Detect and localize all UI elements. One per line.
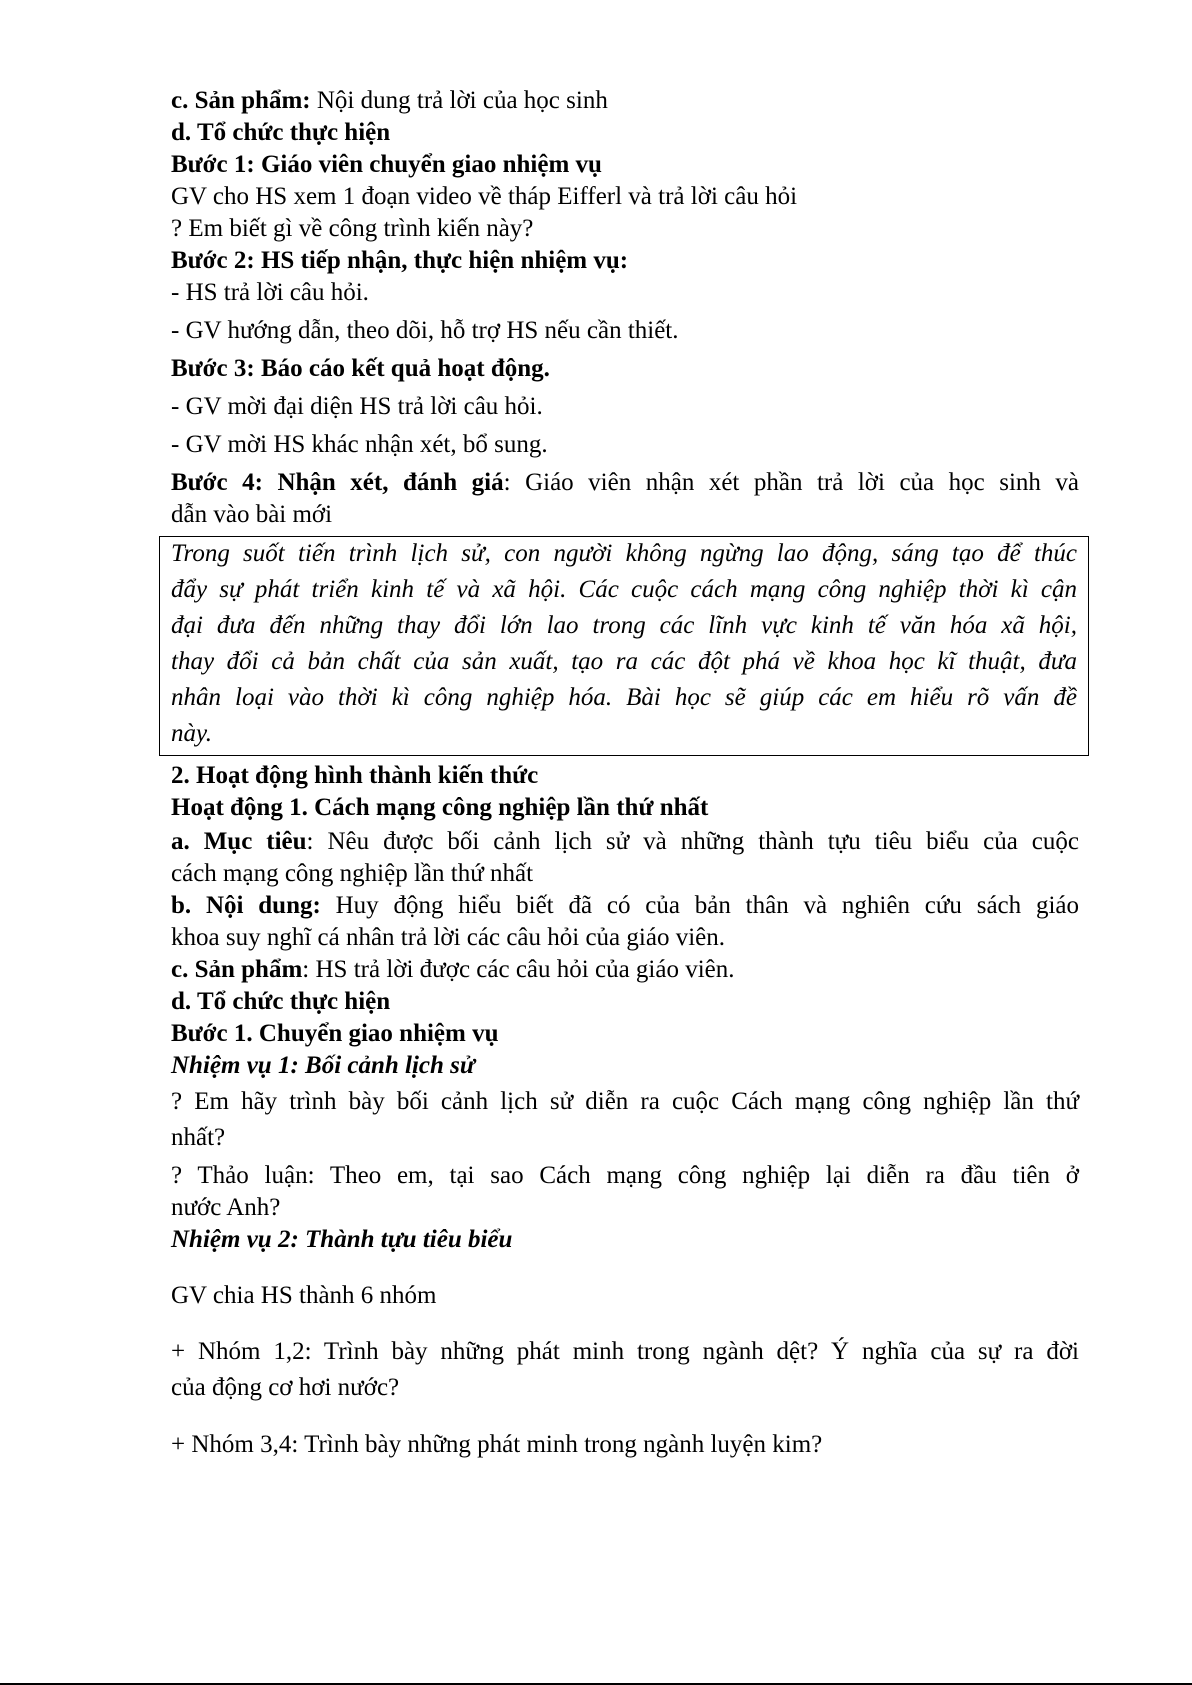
- bullet-line: - GV hướng dẫn, theo dõi, hỗ trợ HS nếu cần thiết.: [171, 317, 679, 344]
- heading-buoc-2: [171, 246, 628, 276]
- paragraph-line: cách mạng công nghiệp lần thứ nhất: [171, 860, 534, 887]
- question-line: ? Em biết gì về công trình kiến này?: [171, 215, 534, 242]
- box-line: đại đưa đến những thay đổi lớn lao trong các lĩnh vực kinh tế văn hóa xã hội,: [171, 612, 1077, 639]
- group-line: + Nhóm 3,4: Trình bày những phát minh trong ngành luyện kim?: [171, 1431, 823, 1458]
- bullet-line: - GV mời HS khác nhận xét, bổ sung.: [171, 431, 548, 458]
- san-pham-line: [171, 955, 735, 985]
- question-line: ? Thảo luận: Theo em, tại sao Cách mạng công nghiệp lại diễn ra đầu tiên ở: [171, 1162, 1079, 1189]
- task-heading: [171, 1051, 475, 1081]
- question-line: nước Anh?: [171, 1194, 281, 1221]
- activity-heading: [171, 793, 708, 823]
- heading-to-chuc: [171, 118, 390, 148]
- task-heading: [171, 1225, 512, 1255]
- heading-text: Bước 2: HS tiếp nhận, thực hiện nhiệm vụ:: [171, 247, 629, 274]
- heading-text: Nhiệm vụ 2: Thành tựu tiêu biểu: [171, 1226, 513, 1253]
- heading-text: d. Tổ chức thực hiện: [171, 119, 391, 146]
- box-line: thay đổi cả bản chất của sản xuất, tạo ra các đột phá về khoa học kĩ thuật, đưa: [171, 648, 1077, 675]
- label: c. Sản phẩm:: [171, 87, 311, 114]
- heading-text: 2. Hoạt động hình thành kiến thức: [171, 762, 539, 789]
- heading-text: Hoạt động 1. Cách mạng công nghiệp lần thứ nhất: [171, 794, 709, 821]
- box-line: đẩy sự phát triển kinh tế và xã hội. Các cuộc cách mạng công nghiệp thời kì cận: [171, 576, 1077, 603]
- heading-to-chuc: [171, 987, 390, 1017]
- heading-text: d. Tổ chức thực hiện: [171, 988, 391, 1015]
- group-line: của động cơ hơi nước?: [171, 1374, 400, 1401]
- buoc-4-line: [171, 468, 1079, 498]
- heading-buoc-1: [171, 150, 602, 180]
- noi-dung-line: [171, 891, 1079, 921]
- label: c. Sản phẩm: [171, 956, 303, 983]
- muc-tieu-line: [171, 827, 1079, 857]
- box-line: này.: [171, 720, 212, 747]
- paragraph-line: dẫn vào bài mới: [171, 501, 333, 528]
- heading-text: Bước 1: Giáo viên chuyển giao nhiệm vụ: [171, 151, 602, 178]
- text: : HS trả lời được các câu hỏi của giáo viên.: [302, 956, 735, 983]
- heading-buoc-1: [171, 1019, 499, 1049]
- question-line: nhất?: [171, 1124, 226, 1151]
- intro-box: [159, 536, 1089, 756]
- box-line: Trong suốt tiến trình lịch sử, con người không ngừng lao động, sáng tạo để thúc: [171, 540, 1077, 567]
- text: : Nêu được bối cảnh lịch sử và những thành tựu tiêu biểu của cuộc: [306, 828, 1079, 855]
- paragraph-line: GV chia HS thành 6 nhóm: [171, 1282, 437, 1309]
- section-heading: [171, 761, 538, 791]
- text: Huy động hiểu biết đã có của bản thân và nghiên cứu sách giáo: [320, 892, 1079, 919]
- paragraph-line: GV cho HS xem 1 đoạn video về tháp Eifferl và trả lời câu hỏi: [171, 183, 798, 210]
- san-pham-line: [171, 86, 608, 116]
- bullet-line: - GV mời đại diện HS trả lời câu hỏi.: [171, 393, 543, 420]
- label: b. Nội dung:: [171, 892, 321, 919]
- heading-buoc-3: [171, 354, 550, 384]
- question-line: ? Em hãy trình bày bối cảnh lịch sử diễn ra cuộc Cách mạng công nghiệp lần thứ: [171, 1088, 1079, 1115]
- label: a. Mục tiêu: [171, 828, 307, 855]
- bullet-line: - HS trả lời câu hỏi.: [171, 279, 369, 306]
- heading-text: Nhiệm vụ 1: Bối cảnh lịch sử: [171, 1052, 475, 1079]
- label: Bước 4: Nhận xét, đánh giá: [171, 469, 504, 496]
- box-line: nhân loại vào thời kì công nghiệp hóa. Bài học sẽ giúp các em hiểu rõ vấn đề: [171, 684, 1077, 711]
- group-line: + Nhóm 1,2: Trình bày những phát minh trong ngành dệt? Ý nghĩa của sự ra đời: [171, 1338, 1079, 1365]
- heading-text: Bước 3: Báo cáo kết quả hoạt động.: [171, 355, 550, 382]
- paragraph-line: khoa suy nghĩ cá nhân trả lời các câu hỏi của giáo viên.: [171, 924, 725, 951]
- heading-text: Bước 1. Chuyển giao nhiệm vụ: [171, 1020, 499, 1047]
- text: : Giáo viên nhận xét phần trả lời của học sinh và: [503, 469, 1079, 496]
- text: Nội dung trả lời của học sinh: [310, 87, 608, 114]
